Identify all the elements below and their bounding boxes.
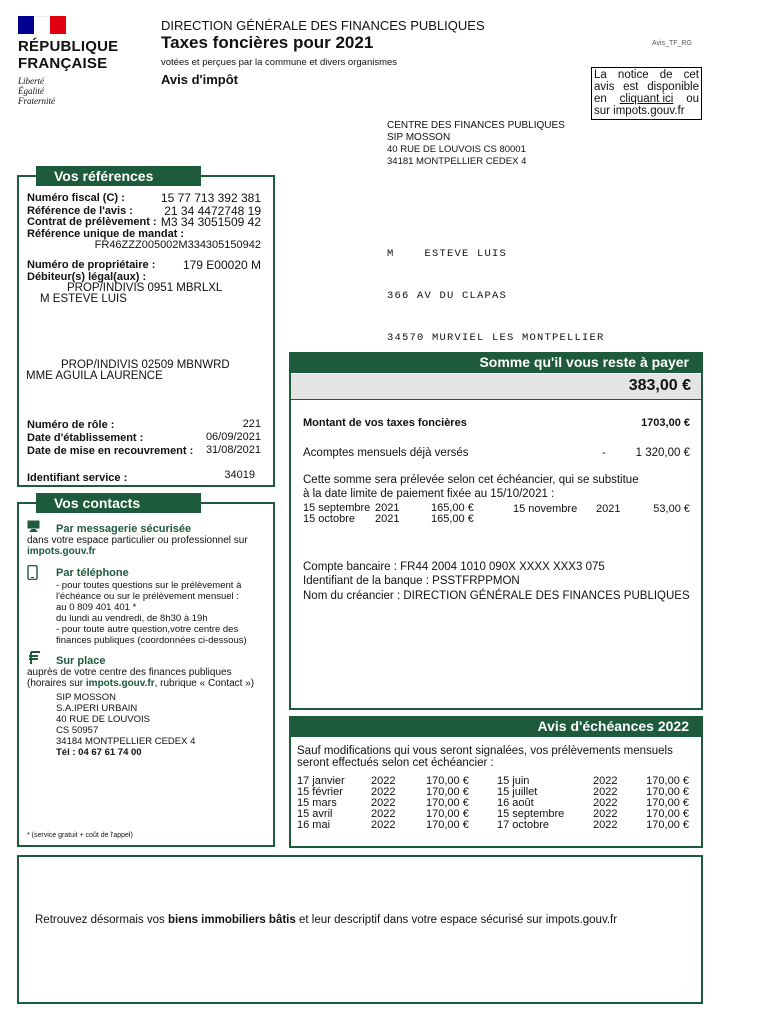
fiscal-value: 15 77 713 392 381 (160, 191, 261, 205)
payment-heading-bar (289, 352, 703, 373)
page-title: Taxes foncières pour 2021 (161, 33, 374, 52)
ech-amount: 170,00 € (426, 808, 469, 820)
ech-year: 2022 (593, 786, 618, 798)
recipient-line: M ESTEVE LUIS (387, 248, 508, 260)
place-line2-post: , rubrique « Contact ») (154, 678, 255, 689)
ech-year: 2022 (371, 819, 396, 831)
sender-line: SIP MOSSON (387, 132, 451, 143)
tel-line: du lundi au vendredi, de 8h30 à 19h (56, 613, 208, 624)
tel-line: - pour toutes questions sur le prélèvement à (56, 580, 242, 591)
address-line: 34184 MONTPELLIER CEDEX 4 (56, 736, 196, 747)
notice-line4: sur impots.gouv.fr (594, 105, 685, 117)
footer-box (17, 855, 703, 1004)
ech-year: 2022 (371, 797, 396, 809)
address-line: SIP MOSSON (56, 692, 117, 703)
address-line: 40 RUE DE LOUVOIS (56, 714, 150, 725)
footnote: * (service gratuit + coût de l'appel) (27, 832, 133, 839)
tel-lines (56, 580, 247, 646)
ech-date: 15 mars (297, 797, 337, 809)
place-line2-pre: (horaires sur (27, 678, 86, 689)
footer-pre: Retrouvez désormais vos (35, 914, 168, 926)
ech-date: 15 juin (497, 775, 530, 787)
payment-text1: Cette somme sera prélevée selon cet échéancier, qui se substitue (303, 474, 639, 486)
ech-year: 2022 (593, 775, 618, 787)
schedule-year: 2021 (375, 513, 400, 525)
contact-address (56, 692, 195, 758)
ech-amount: 170,00 € (426, 786, 469, 798)
payment-schedule (303, 503, 474, 525)
footer-post: et leur descriptif dans votre espace sécurisé sur impots.gouv.fr (295, 914, 618, 926)
tel-line: au 0 809 401 401 * (56, 602, 137, 613)
fiscal-label: Numéro fiscal (C) : (27, 192, 125, 204)
ech-date: 16 août (497, 797, 534, 809)
ech-amount: 170,00 € (646, 786, 689, 798)
schedule-right-date: 15 novembre (513, 503, 578, 515)
debiteur1-line2: M ESTEVE LUIS (40, 293, 127, 305)
ech-amount: 170,00 € (646, 808, 689, 820)
table-row (303, 514, 474, 525)
page-subtitle: votées et perçues par la commune et divers organismes (161, 57, 398, 68)
tel-title: Par téléphone (56, 567, 129, 579)
logo-line1: RÉPUBLIQUE (18, 38, 119, 55)
agency-name: DIRECTION GÉNÉRALE DES FINANCES PUBLIQUES (161, 18, 485, 33)
notice-line3-post: ou (686, 93, 699, 105)
payment-heading: Somme qu'il vous reste à payer (479, 354, 689, 370)
ech-amount: 170,00 € (426, 819, 469, 831)
ech-date: 15 septembre (497, 808, 565, 820)
msg-title: Par messagerie sécurisée (56, 523, 192, 535)
sender-line: 34181 MONTPELLIER CEDEX 4 (387, 156, 527, 167)
schedule-date: 15 septembre (303, 502, 371, 514)
ech-year: 2022 (593, 797, 618, 809)
ech-amount: 170,00 € (426, 797, 469, 809)
msg-text1: dans votre espace particulier ou professionnel sur (27, 535, 248, 546)
etab-label: Date d'établissement : (27, 432, 144, 444)
ech-date: 16 mai (297, 819, 331, 831)
euro-building-icon (28, 651, 42, 668)
creditor-name: Nom du créancier : DIRECTION GÉNÉRALE DES FINANCES PUBLIQUES (303, 590, 690, 602)
proprietaire-value: 179 E00020 M (182, 258, 261, 272)
form-code: Avis_TF_RG (652, 40, 692, 47)
notice-line3-pre: en (594, 93, 607, 105)
ech-year: 2022 (371, 786, 396, 798)
address-line: CS 50957 (56, 725, 99, 736)
recipient-line: 34570 MURVIEL LES MONTPELLIER (387, 332, 605, 344)
taxes-value: 1703,00 € (641, 417, 690, 429)
recouv-value: 31/08/2021 (205, 444, 261, 456)
ech-date: 15 juillet (497, 786, 538, 798)
ech-date: 15 avril (297, 808, 333, 820)
references-heading: Vos références (36, 166, 201, 186)
tel-line: finances publiques (coordonnées ci-dessous) (56, 635, 247, 646)
mandat-label: Référence unique de mandat : (27, 228, 185, 240)
schedule-amount: 165,00 € (431, 513, 474, 525)
ech-date: 17 octobre (497, 819, 549, 831)
tel-line: l'échéance ou sur le prélèvement mensuel : (56, 591, 239, 602)
contrat-value: M3 34 3051509 42 (160, 215, 261, 229)
role-label: Numéro de rôle : (27, 419, 115, 431)
sender-line: 40 RUE DE LOUVOIS CS 80001 (387, 144, 526, 155)
place-line1: auprès de votre centre des finances publiques (27, 667, 232, 678)
debiteurs-label: Débiteur(s) légal(aux) : (27, 271, 147, 283)
contrat-label: Contrat de prélèvement : (27, 216, 157, 228)
phone-icon (27, 565, 38, 583)
echeances-intro1: Sauf modifications qui vous seront signalées, vos prélèvements mensuels (297, 745, 673, 757)
marianne-flag-icon (18, 16, 66, 34)
mandat-value: FR46ZZZ005002M334305150942 (94, 239, 261, 251)
table-row (297, 820, 469, 831)
taxes-label: Montant de vos taxes foncières (303, 417, 467, 429)
service-value: 34019 (224, 469, 255, 481)
place-link[interactable]: impots.gouv.fr (85, 678, 155, 689)
ech-amount: 170,00 € (426, 775, 469, 787)
avis-label: Référence de l'avis : (27, 205, 133, 217)
ech-year: 2022 (371, 808, 396, 820)
ech-year: 2022 (371, 775, 396, 787)
tel-number: Tél : 04 67 61 74 00 (56, 747, 142, 758)
bank-id: Identifiant de la banque : PSSTFRPPMON (303, 575, 520, 587)
debiteur1-line1: PROP/INDIVIS 0951 MBRLXL (67, 282, 223, 294)
address-line: S.A.IPERI URBAIN (56, 703, 138, 714)
schedule-year: 2021 (375, 502, 400, 514)
ech-year: 2022 (593, 808, 618, 820)
tel-line: - pour toute autre question,votre centre des (56, 624, 239, 635)
notice-box (591, 67, 702, 120)
notice-line1: La notice de cet (594, 69, 699, 81)
ech-amount: 170,00 € (646, 797, 689, 809)
acomptes-label: Acomptes mensuels déjà versés (303, 447, 469, 459)
footer-text (35, 914, 617, 926)
table-row (497, 820, 689, 831)
schedule-date: 15 octobre (303, 513, 355, 525)
doc-type: Avis d'impôt (161, 72, 239, 87)
debiteur2-line2: MME AGUILA LAURENCE (26, 370, 163, 382)
msg-link[interactable]: impots.gouv.fr (27, 546, 96, 557)
notice-link[interactable]: cliquant ici (619, 93, 674, 105)
avis-value: 21 34 4472748 19 (164, 204, 261, 218)
ech-date: 15 février (297, 786, 343, 798)
echeances-left (297, 776, 469, 831)
schedule-amount: 165,00 € (431, 502, 474, 514)
echeances-heading-bar (289, 716, 703, 737)
logo-line2: FRANÇAISE (18, 55, 108, 72)
amount-due: 383,00 € (628, 377, 691, 394)
role-value: 221 (242, 418, 261, 430)
logo-motto-3: Fraternité (18, 96, 55, 106)
acomptes-sign: - (602, 447, 606, 459)
amount-due-bar (291, 374, 701, 400)
etab-value: 06/09/2021 (205, 431, 261, 443)
logo-motto-2: Égalité (18, 86, 44, 96)
bank-account: Compte bancaire : FR44 2004 1010 090X XXXX XXX3 075 (303, 561, 605, 573)
schedule-right-amount: 53,00 € (653, 503, 690, 515)
footer-bold: biens immobiliers bâtis (167, 914, 296, 926)
place-title: Sur place (56, 655, 106, 667)
proprietaire-label: Numéro de propriétaire : (27, 259, 156, 271)
echeances-intro2: seront effectués selon cet échéancier : (297, 757, 494, 769)
ech-amount: 170,00 € (646, 819, 689, 831)
computer-icon (27, 520, 40, 530)
recipient-address (387, 219, 605, 359)
acomptes-value: 1 320,00 € (635, 447, 690, 459)
debiteur2-line1: PROP/INDIVIS 02509 MBNWRD (61, 359, 230, 371)
echeances-heading: Avis d'échéances 2022 (537, 718, 689, 734)
ech-amount: 170,00 € (646, 775, 689, 787)
echeances-right (497, 776, 689, 831)
payment-text2: à la date limite de paiement fixée au 15/10/2021 : (303, 488, 555, 500)
sender-line: CENTRE DES FINANCES PUBLIQUES (387, 120, 565, 131)
service-label: Identifiant service : (27, 472, 128, 484)
recipient-line: 366 AV DU CLAPAS (387, 290, 508, 302)
contacts-heading: Vos contacts (36, 493, 201, 513)
ech-date: 17 janvier (297, 775, 345, 787)
payment-box (289, 352, 703, 710)
schedule-right-year: 2021 (596, 503, 621, 515)
logo-motto-1: Liberté (18, 76, 44, 86)
ech-year: 2022 (593, 819, 618, 831)
recouv-label: Date de mise en recouvrement : (27, 445, 194, 457)
notice-line3 (594, 93, 699, 105)
republique-francaise-logo (18, 16, 130, 108)
sender-address (387, 120, 565, 168)
place-line2 (27, 678, 254, 689)
notice-line2: avis est disponible (594, 81, 699, 93)
